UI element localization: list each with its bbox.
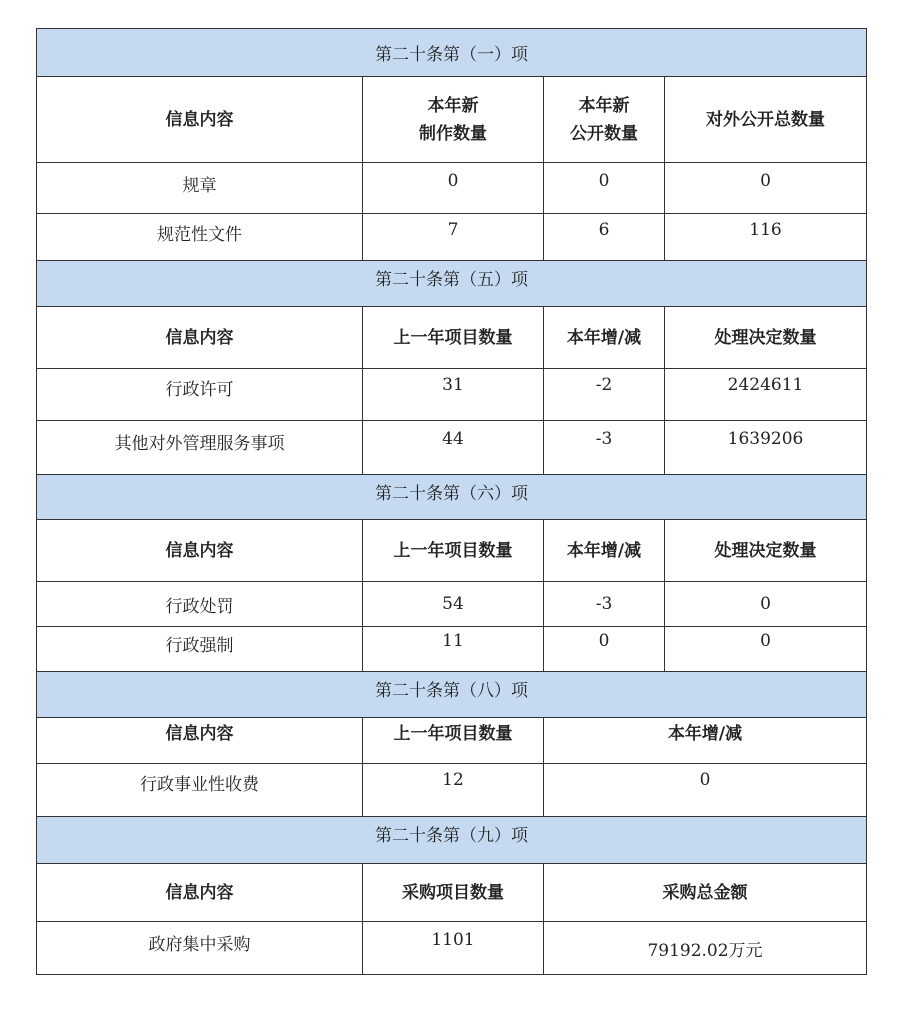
row-value: 0 [665,627,867,672]
header-total-published-count: 对外公开总数量 [665,77,867,163]
table-row [37,922,867,975]
header-info-content: 信息内容 [37,718,363,764]
column-header-row [37,520,867,582]
header-procurement-total-amount: 采购总金额 [544,864,867,922]
row-value: 0 [363,163,544,214]
row-value: 79192.02万元 [544,922,867,975]
section-title: 第二十条第（九）项 [37,817,867,864]
row-value: 0 [665,163,867,214]
header-new-produced-count [363,77,544,163]
table-row [37,214,867,261]
column-header-row [37,307,867,369]
row-value: -3 [544,582,665,627]
table-row [37,582,867,627]
table-row [37,369,867,421]
government-info-disclosure-table [36,28,867,975]
row-item-name: 规范性文件 [37,214,363,261]
row-item-name: 规章 [37,163,363,214]
header-last-year-item-count: 上一年项目数量 [363,307,544,369]
section-title: 第二十条第（一）项 [37,29,867,77]
row-value: 1101 [363,922,544,975]
row-value: 2424611 [665,369,867,421]
row-item-name: 行政处罚 [37,582,363,627]
header-info-content: 信息内容 [37,77,363,163]
row-value: 0 [665,582,867,627]
header-last-year-item-count: 上一年项目数量 [363,718,544,764]
row-item-name: 行政强制 [37,627,363,672]
section-header-row [37,29,867,77]
row-value: 12 [363,764,544,817]
section-title: 第二十条第（八）项 [37,672,867,718]
header-year-change: 本年增/减 [544,520,665,582]
row-item-name: 其他对外管理服务事项 [37,421,363,475]
row-value: 116 [665,214,867,261]
row-value: 44 [363,421,544,475]
header-year-change: 本年增/减 [544,718,867,764]
table-row [37,764,867,817]
row-item-name: 行政许可 [37,369,363,421]
row-value: 0 [544,163,665,214]
section-header-row [37,261,867,307]
section-header-row [37,817,867,864]
row-value: 54 [363,582,544,627]
header-procurement-item-count: 采购项目数量 [363,864,544,922]
table-row [37,627,867,672]
table-row [37,421,867,475]
section-header-row [37,672,867,718]
table-row [37,163,867,214]
row-value: -3 [544,421,665,475]
header-info-content: 信息内容 [37,864,363,922]
header-decision-count: 处理决定数量 [665,520,867,582]
header-year-change: 本年增/减 [544,307,665,369]
header-new-published-count [544,77,665,163]
row-value: 31 [363,369,544,421]
row-value: 1639206 [665,421,867,475]
row-value: 7 [363,214,544,261]
header-decision-count: 处理决定数量 [665,307,867,369]
row-value: 0 [544,627,665,672]
row-value: 0 [544,764,867,817]
header-info-content: 信息内容 [37,520,363,582]
row-value: -2 [544,369,665,421]
section-title: 第二十条第（五）项 [37,261,867,307]
section-title: 第二十条第（六）项 [37,475,867,520]
header-line: 本年新 公开数量 [570,95,638,144]
column-header-row [37,77,867,163]
section-header-row [37,475,867,520]
header-info-content: 信息内容 [37,307,363,369]
row-value: 6 [544,214,665,261]
column-header-row [37,864,867,922]
header-last-year-item-count: 上一年项目数量 [363,520,544,582]
row-item-name: 政府集中采购 [37,922,363,975]
row-item-name: 行政事业性收费 [37,764,363,817]
header-line: 本年新 制作数量 [419,95,487,144]
row-value: 11 [363,627,544,672]
column-header-row [37,718,867,764]
